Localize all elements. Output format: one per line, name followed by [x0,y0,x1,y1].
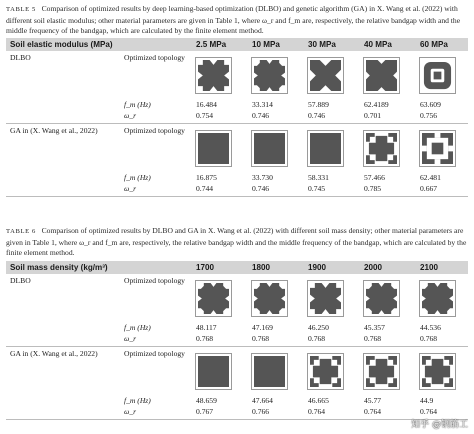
table5-fm-value: 62.4189 [364,100,389,109]
table6-fm-value: 45.357 [364,323,385,332]
table6-topology-image [195,280,232,317]
table5-wr-value: 0.756 [420,111,438,120]
table5-wr-value: 0.785 [364,184,382,193]
table5-topology-image [419,57,456,94]
table6-topology-image [307,280,344,317]
table5-topology-image [363,57,400,94]
table5-topology-image [195,57,232,94]
table5-wr-value: 0.667 [420,184,438,193]
table6-wr-label: ω_r [124,334,137,343]
table5-fm-value: 62.481 [420,173,441,182]
table5-column-header: 30 MPa [308,40,336,49]
table6-topology-image [363,280,400,317]
table6-fm-value: 48.117 [196,323,217,332]
table5-wr-label: ω_r [124,111,137,120]
table6-wr-value: 0.764 [308,407,326,416]
table5-header-row [6,38,468,51]
table6-topology-image [251,280,288,317]
table6-wr-value: 0.768 [420,334,438,343]
table6-fm-label: f_m (Hz) [124,323,151,332]
table6-topology-label: Optimized topology [124,276,185,285]
table5-caption-text: Comparison of optimized results by deep learning-based optimization (DLBO) and genetic algorithm (GA) in X. Wang et al. (2022) with different soil elastic modulus; other material parameters are given in Table 1, where ω_r and f_m are, respectively, the relative bandgap width and the middle frequency of the bandgap, which are calculated by the finite element method. [6,4,461,36]
table6-wr-label: ω_r [124,407,137,416]
table6-fm-value: 46.250 [308,323,329,332]
table6-column-header: 1800 [252,263,271,272]
table5-fm-value: 16.484 [196,100,217,109]
watermark: 知乎 @钢筋工 [411,420,468,430]
table5-caption [6,4,468,37]
table5-wr-value: 0.754 [196,111,214,120]
table6-topology-image [419,280,456,317]
table5-topology-image [363,130,400,167]
table6-caption [6,226,468,259]
table5-fm-value: 33.730 [252,173,273,182]
table6-column-header: 1700 [196,263,215,272]
table5-fm-label: f_m (Hz) [124,173,151,182]
table5-caption-label: TABLE 5 [6,6,36,13]
table5-topology-label: Optimized topology [124,126,185,135]
table6-topology-image [251,353,288,390]
table6-wr-value: 0.766 [252,407,270,416]
table6-wr-value: 0.768 [252,334,270,343]
table5-fm-value: 58.331 [308,173,329,182]
table5-topology-image [307,57,344,94]
table6-fm-value: 47.664 [252,396,273,405]
table6-column-header: 2100 [420,263,439,272]
table6-column-header: 2000 [364,263,383,272]
table6-wr-value: 0.767 [196,407,214,416]
table5-fm-value: 57.889 [308,100,329,109]
table6-topology-image [363,353,400,390]
table6-fm-label: f_m (Hz) [124,396,151,405]
table5-wr-value: 0.744 [196,184,214,193]
table5-topology-image [307,130,344,167]
table5-topology-image [251,57,288,94]
table6-caption-text: Comparison of optimized results by DLBO and GA in X. Wang et al. (2022) with different soil mass density; other material parameters are given in Table 1, where ω_r and f_m are, respectively, the relative bandgap width and the middle frequency of the bandgap, which are calculated by the finite element method. [6,226,467,258]
table6-fm-value: 47.169 [252,323,273,332]
table6-topology-image [195,353,232,390]
table5-header-label: Soil elastic modulus (MPa) [10,40,113,49]
table5-row-divider [6,123,468,124]
table5-row-method: DLBO [10,53,31,62]
table6-fm-value: 44.536 [420,323,441,332]
table5-wr-label: ω_r [124,184,137,193]
table5-wr-value: 0.701 [364,111,382,120]
table5-fm-value: 33.314 [252,100,273,109]
table6-row-method: GA in (X. Wang et al., 2022) [10,349,98,358]
table6-wr-value: 0.768 [364,334,382,343]
table6-topology-label: Optimized topology [124,349,185,358]
table5-column-header: 2.5 MPa [196,40,227,49]
table5-wr-value: 0.745 [308,184,326,193]
table6-topology-image [307,353,344,390]
table5-column-header: 40 MPa [364,40,392,49]
table5-row-method: GA in (X. Wang et al., 2022) [10,126,98,135]
table5-column-header: 10 MPa [252,40,280,49]
table5-fm-value: 63.609 [420,100,441,109]
table5-fm-value: 16.875 [196,173,217,182]
table6-wr-value: 0.768 [308,334,326,343]
table6-header-label: Soil mass density (kg/m³) [10,263,108,272]
table5-fm-value: 57.466 [364,173,385,182]
table6-header-row [6,261,468,274]
table6-fm-value: 45.77 [364,396,382,405]
table6-fm-value: 44.9 [420,396,434,405]
table6-topology-image [419,353,456,390]
table6-wr-value: 0.768 [196,334,214,343]
table5-column-header: 60 MPa [420,40,448,49]
table5-topology-image [251,130,288,167]
table5-wr-value: 0.746 [308,111,326,120]
table6-row-divider [6,346,468,347]
table5-topology-label: Optimized topology [124,53,185,62]
table6-row-method: DLBO [10,276,31,285]
table5-topology-image [419,130,456,167]
table5-wr-value: 0.746 [252,184,270,193]
table6-caption-label: TABLE 6 [6,228,36,235]
table6-fm-value: 46.665 [308,396,329,405]
table6-column-header: 1900 [308,263,327,272]
table5-wr-value: 0.746 [252,111,270,120]
table6-fm-value: 48.659 [196,396,217,405]
table5-fm-label: f_m (Hz) [124,100,151,109]
table5-row-divider [6,196,468,197]
table6-row-divider [6,419,468,420]
table6-wr-value: 0.764 [364,407,382,416]
table6-wr-value: 0.764 [420,407,438,416]
table5-topology-image [195,130,232,167]
